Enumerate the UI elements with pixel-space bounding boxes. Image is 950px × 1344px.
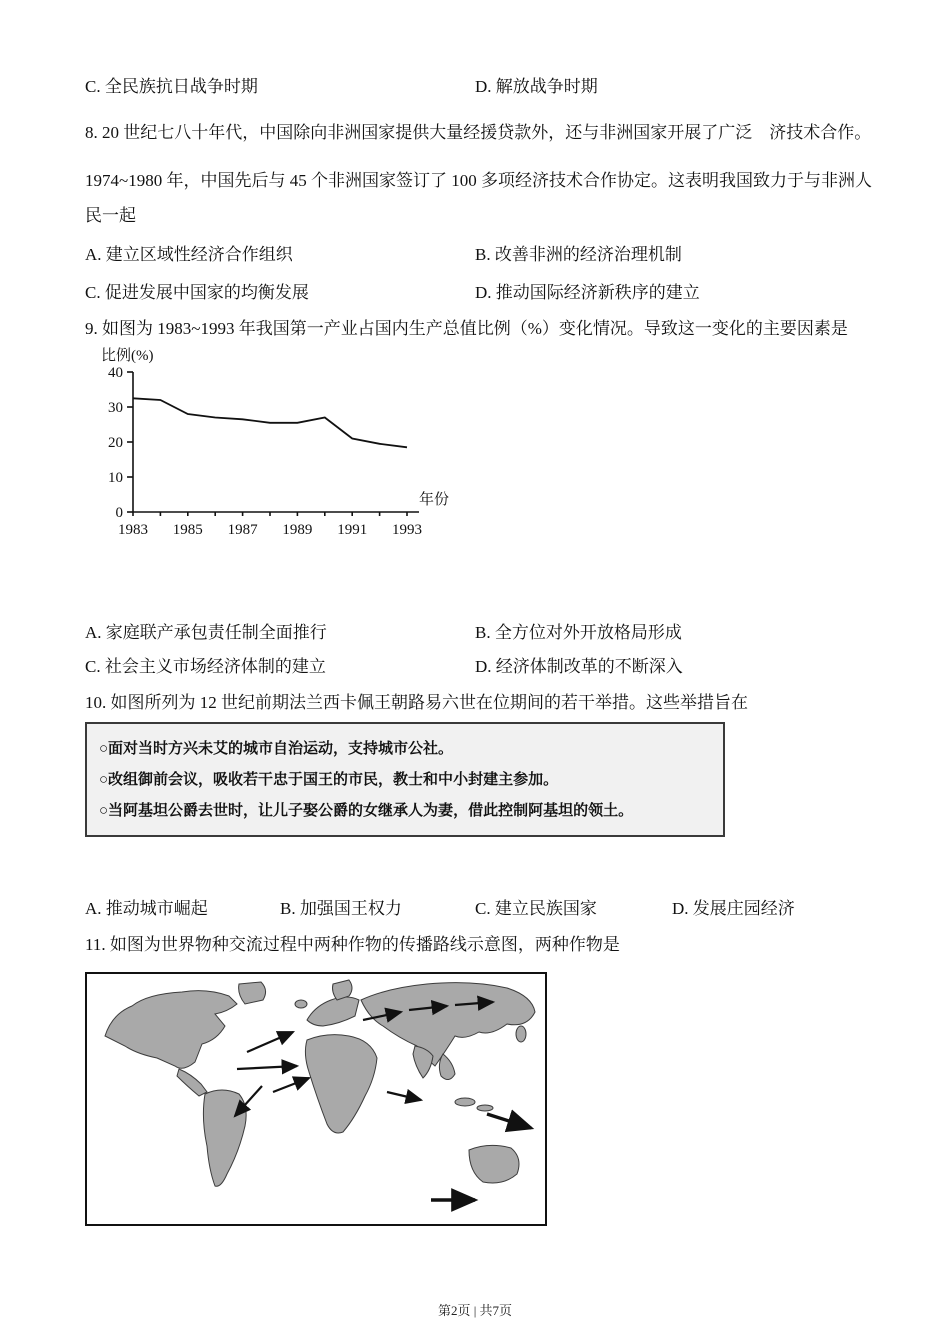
svg-text:1991: 1991 [337,522,368,538]
svg-text:20: 20 [108,435,123,451]
q9-option-b: B. 全方位对外开放格局形成 [475,623,682,642]
q10-stem: 10. 如图所列为 12 世纪前期法兰西卡佩王朝路易六世在位期间的若干举措。这些举措旨在 [85,693,748,712]
q10-option-a: A. 推动城市崛起 [85,899,208,918]
q8-option-a: A. 建立区域性经济合作组织 [85,245,293,264]
q10-measure-item: ○当阿基坦公爵去世时，让儿子娶公爵的女继承人为妻，借此控制阿基坦的领土。 [99,802,634,819]
q10-measure-item: ○面对当时方兴未艾的城市自治运动，支持城市公社。 [99,740,454,757]
q8-stem-line1: 8. 20 世纪七八十年代，中国除向非洲国家提供大量经援贷款外，还与非洲国家开展了广泛 济技术合作。 [85,123,872,142]
q10-option-d: D. 发展庄园经济 [672,899,795,918]
q8-option-c: C. 促进发展中国家的均衡发展 [85,283,309,302]
q9-stem: 9. 如图为 1983~1993 年我国第一产业占国内生产总值比例（%）变化情况。导致这一变化的主要因素是 [85,319,848,338]
svg-text:比例(%): 比例(%) [101,348,154,364]
continents [105,980,535,1186]
q10-measure-item: ○改组御前会议，吸收若干忠于国王的市民，教士和中小封建主参加。 [99,771,559,788]
q7-option-d: D. 解放战争时期 [475,77,598,96]
q8-option-d: D. 推动国际经济新秩序的建立 [475,283,700,302]
q10-measures-box [85,722,725,837]
q9-line-chart-figure [85,340,465,552]
q10-option-b: B. 加强国王权力 [280,899,402,918]
q9-option-d: D. 经济体制改革的不断深入 [475,657,683,676]
svg-text:30: 30 [108,400,123,416]
world-map [87,974,545,1224]
svg-text:1985: 1985 [172,522,203,538]
svg-text:10: 10 [108,470,123,486]
svg-text:1983: 1983 [118,522,148,538]
svg-text:1987: 1987 [227,522,258,538]
svg-text:40: 40 [108,365,123,381]
q9-option-a: A. 家庭联产承包责任制全面推行 [85,623,327,642]
q8-stem-line2: 1974~1980 年，中国先后与 45 个非洲国家签订了 100 多项经济技术合作协定。这表明我国致力于与非洲人 [85,171,872,190]
q10-option-c: C. 建立民族国家 [475,899,597,918]
q7-option-c: C. 全民族抗日战争时期 [85,77,258,96]
q11-stem: 11. 如图为世界物种交流过程中两种作物的传播路线示意图，两种作物是 [85,935,620,954]
svg-text:年份: 年份 [419,492,450,508]
svg-text:1989: 1989 [282,522,313,538]
q8-option-b: B. 改善非洲的经济治理机制 [475,245,682,264]
q9-option-c: C. 社会主义市场经济体制的建立 [85,657,326,676]
line-chart-svg [85,340,465,545]
page-footer: 第2页 | 共7页 [437,1303,513,1318]
q8-stem-line3: 民一起 [85,206,136,225]
svg-text:0: 0 [115,505,123,521]
svg-text:1993: 1993 [392,522,422,538]
q11-world-map-figure [85,972,547,1226]
